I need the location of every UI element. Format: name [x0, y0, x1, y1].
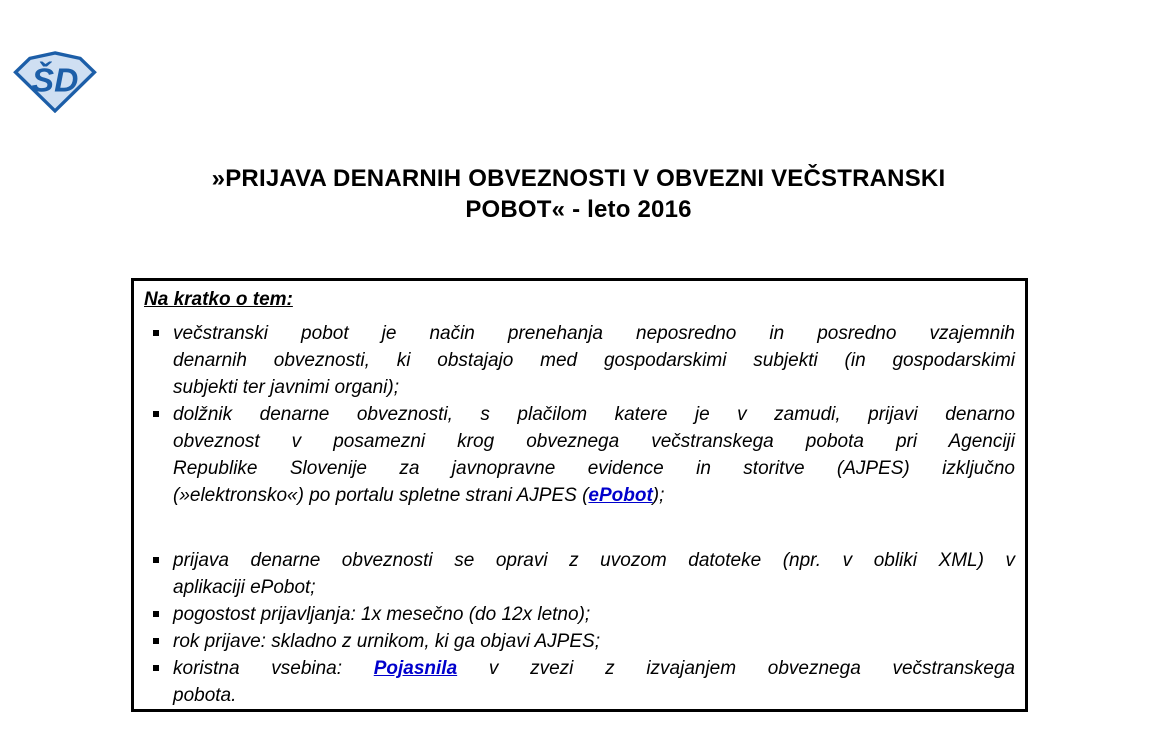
- page-title-line-1: »PRIJAVA DENARNIH OBVEZNOSTI V OBVEZNI VEČSTRANSKI: [211, 165, 946, 192]
- bullet-item-prijava-uvoz: [144, 547, 1015, 601]
- bullet-line: subjekti ter javnimi organi);: [173, 377, 399, 398]
- summary-bullet-list: [144, 320, 1015, 709]
- page-title: [0, 163, 1157, 225]
- bullet-line: dolžnik denarne obveznosti, s plačilom katere je v zamudi, prijavi denarno: [173, 404, 1015, 425]
- epobot-link[interactable]: ePobot: [588, 485, 653, 506]
- bullet-item-vecstranski-pobot: [144, 320, 1015, 401]
- bullet-item-pogostost: [144, 601, 1015, 628]
- bullet-line: prijava denarne obveznosti se opravi z uvozom datoteke (npr. v obliki XML) v: [173, 550, 1015, 571]
- bullet-text: (»elektronsko«) po portalu spletne strani AJPES (: [173, 485, 589, 506]
- bullet-line: obveznost v posamezni krog obveznega večstranskega pobota pri Agenciji: [173, 431, 1015, 452]
- bullet-line: večstranski pobot je način prenehanja neposredno in posredno vzajemnih: [173, 323, 1015, 344]
- bullet-text: v zvezi z izvajanjem obveznega večstranskega: [457, 658, 1015, 679]
- bullet-line: aplikaciji ePobot;: [173, 577, 316, 598]
- bullet-item-dolznik-prijava: [144, 401, 1015, 509]
- bullet-text: );: [652, 485, 665, 506]
- summary-box-heading: Na kratko o tem:: [144, 289, 293, 310]
- bullet-line: [173, 482, 1015, 509]
- bullet-line: pobota.: [173, 685, 237, 706]
- bullet-line: pogostost prijavljanja: 1x mesečno (do 12x letno);: [173, 604, 591, 625]
- bullet-item-rok-prijave: [144, 628, 1015, 655]
- sd-logo: [13, 50, 97, 113]
- bullet-line: Republike Slovenije za javnopravne evidence in storitve (AJPES) izključno: [173, 458, 1015, 479]
- bullet-item-koristna-vsebina: [144, 655, 1015, 709]
- page-title-line-2: POBOT« - leto 2016: [465, 196, 692, 223]
- bullet-text: koristna vsebina:: [173, 658, 374, 679]
- bullet-line: denarnih obveznosti, ki obstajajo med gospodarskimi subjekti (in gospodarskimi: [173, 350, 1015, 371]
- sd-shield-icon: [13, 50, 97, 113]
- bullet-line: rok prijave: skladno z urnikom, ki ga objavi AJPES;: [173, 631, 600, 652]
- pojasnila-link[interactable]: Pojasnila: [373, 658, 458, 679]
- summary-box: [131, 278, 1028, 712]
- bullet-line: [173, 655, 1015, 682]
- logo-letters: ŠD: [31, 62, 79, 100]
